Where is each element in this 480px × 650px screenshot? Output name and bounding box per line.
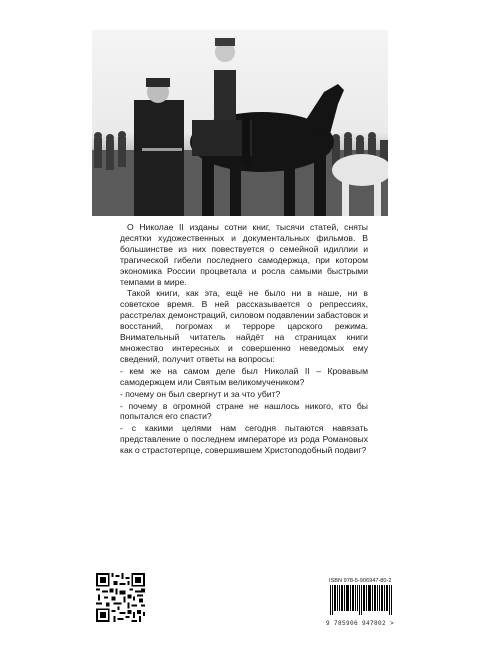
barcode-block [325,578,399,627]
question-item: - почему он был свергнут и за что убит? [120,388,281,399]
isbn-text: ISBN 978-5-906947-80-2 [329,578,392,584]
annotation-text [120,222,368,457]
barcode [325,585,397,615]
question-item: - с какими целями нам сегодня пытаются навязать представление о последнем императоре из рода Романовых как о страстотерпце, совершившем Христоподобный подвиг? [120,423,368,456]
paragraph: О Николае II изданы сотни книг, тысячи статей, сняты десятки художественных и документальных фильмов. В большинстве из них повествуется о семейной идиллии и трагической гибели последнего самодержца, при котором экономика России процветала и росла самыми быстрыми темпами в мире. [120,222,368,287]
question-item: - кем же на самом деле был Николай II – Кровавым самодержцем или Святым великомучеником? [120,365,368,387]
qr-code [96,573,145,622]
barcode-digits: 9 785906 947802 > [326,620,395,627]
paragraph: Такой книги, как эта, ещё не было ни в наше, ни в советское время. В ней рассказывается о репрессиях, расстрелах демонстраций, силовом подавлении забастовок и восстаний, погромах и терроре царского режима. Внимательный читатель найдёт на страницах книги множество интересных и совершенно неведомых ему сведений, получит ответы на вопросы: [120,288,368,364]
question-item: - почему в огромной стране не нашлось никого, кто бы попытался его спасти? [120,400,368,422]
cover-photo [92,30,388,216]
